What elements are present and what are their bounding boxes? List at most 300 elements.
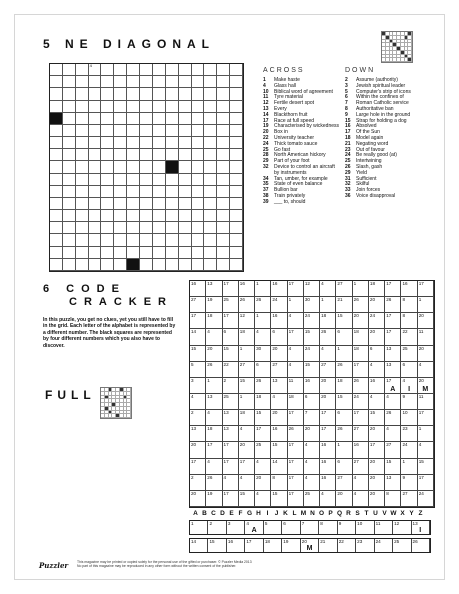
code-cell[interactable] [190,394,206,410]
code-cell[interactable] [304,442,320,458]
alphabet-letter[interactable]: T [364,510,369,517]
grid-cell[interactable] [179,259,192,271]
grid-cell[interactable] [166,101,179,113]
code-cell[interactable] [288,297,304,313]
grid-cell[interactable] [217,137,230,149]
grid-cell[interactable] [179,149,192,161]
code-cell[interactable] [336,426,352,442]
grid-cell[interactable] [114,101,127,113]
grid-cell[interactable] [230,137,243,149]
code-cell[interactable] [271,297,287,313]
code-cell[interactable] [353,346,369,362]
code-cell[interactable] [418,362,434,378]
code-cell[interactable] [223,297,239,313]
grid-cell[interactable] [140,101,153,113]
grid-cell[interactable] [179,137,192,149]
grid-cell[interactable] [166,259,179,271]
grid-cell[interactable] [63,88,76,100]
grid-cell[interactable] [114,64,127,76]
grid-cell[interactable] [114,174,127,186]
grid-cell[interactable] [76,259,89,271]
key-cell[interactable] [245,539,263,552]
code-cell[interactable] [206,491,222,507]
grid-cell[interactable] [140,174,153,186]
grid-cell[interactable] [140,137,153,149]
grid-cell[interactable] [166,64,179,76]
code-cell[interactable] [239,281,255,297]
code-cell[interactable] [369,346,385,362]
code-cell[interactable] [320,329,336,345]
key-cell[interactable] [375,521,393,534]
grid-cell[interactable] [217,149,230,161]
grid-cell[interactable] [166,198,179,210]
grid-cell[interactable] [140,259,153,271]
key-cell[interactable] [319,521,337,534]
code-cell[interactable] [385,394,401,410]
grid-cell[interactable] [166,113,179,125]
grid-cell[interactable] [63,247,76,259]
grid-cell[interactable] [63,125,76,137]
grid-cell[interactable] [230,198,243,210]
grid-cell[interactable] [166,125,179,137]
grid-cell[interactable] [192,198,205,210]
grid-cell[interactable] [217,210,230,222]
code-cell[interactable] [304,426,320,442]
code-cell[interactable] [288,362,304,378]
grid-cell[interactable] [230,88,243,100]
code-cell[interactable] [369,362,385,378]
code-cell[interactable] [239,346,255,362]
grid-cell[interactable] [76,186,89,198]
code-cell[interactable] [369,442,385,458]
grid-cell[interactable] [192,210,205,222]
grid-cell[interactable] [114,247,127,259]
grid-cell[interactable] [89,76,102,88]
grid-cell[interactable] [76,76,89,88]
grid-cell[interactable] [179,76,192,88]
grid-cell[interactable] [179,247,192,259]
code-cell[interactable] [304,491,320,507]
grid-cell[interactable] [140,234,153,246]
alphabet-letter[interactable]: W [390,510,397,517]
code-cell[interactable] [255,297,271,313]
grid-cell[interactable] [101,64,114,76]
grid-cell[interactable] [204,101,217,113]
code-cell[interactable] [401,378,417,394]
code-cell[interactable] [304,410,320,426]
alphabet-letter[interactable]: Y [409,510,414,517]
code-cell[interactable] [206,346,222,362]
grid-cell[interactable] [127,247,140,259]
key-cell[interactable] [282,539,300,552]
code-cell[interactable] [353,410,369,426]
grid-cell[interactable] [76,137,89,149]
grid-cell[interactable] [192,259,205,271]
grid-cell[interactable] [166,137,179,149]
code-cell[interactable] [401,442,417,458]
code-cell[interactable] [385,491,401,507]
code-cell[interactable] [320,313,336,329]
code-cell[interactable] [304,475,320,491]
key-cell[interactable] [412,539,430,552]
grid-cell[interactable] [204,210,217,222]
grid-cell[interactable] [76,101,89,113]
code-cell[interactable] [304,281,320,297]
grid-cell[interactable] [63,234,76,246]
key-cell[interactable] [301,539,319,552]
grid-cell[interactable] [101,88,114,100]
code-cell[interactable] [385,459,401,475]
code-cell[interactable] [369,378,385,394]
grid-cell[interactable] [204,247,217,259]
grid-cell[interactable] [166,88,179,100]
alphabet-letter[interactable]: P [328,510,333,517]
code-cell[interactable] [401,394,417,410]
grid-cell[interactable] [114,222,127,234]
code-cell[interactable] [320,410,336,426]
alphabet-letter[interactable]: Q [336,510,343,517]
code-cell[interactable] [271,329,287,345]
grid-cell[interactable] [89,125,102,137]
grid-cell[interactable] [230,186,243,198]
alphabet-letter[interactable]: J [274,510,279,517]
grid-cell[interactable] [204,259,217,271]
grid-cell[interactable] [166,76,179,88]
grid-cell[interactable] [230,247,243,259]
grid-cell[interactable] [89,174,102,186]
grid-cell[interactable] [230,101,243,113]
code-cell[interactable] [239,313,255,329]
key-cell[interactable] [338,521,356,534]
code-cell[interactable] [223,410,239,426]
key-cell[interactable] [375,539,393,552]
code-cell[interactable] [288,378,304,394]
grid-cell[interactable] [63,137,76,149]
alphabet-letter[interactable]: R [346,510,351,517]
alphabet-letter[interactable]: I [266,510,269,517]
grid-cell[interactable] [166,234,179,246]
grid-cell[interactable] [89,234,102,246]
alphabet-letter[interactable]: U [373,510,378,517]
code-cell[interactable] [288,475,304,491]
grid-cell[interactable] [76,64,89,76]
grid-cell[interactable] [179,198,192,210]
code-cell[interactable] [353,297,369,313]
code-cell[interactable] [401,475,417,491]
grid-cell[interactable] [204,186,217,198]
code-cell[interactable] [304,378,320,394]
code-cell[interactable] [320,362,336,378]
code-cell[interactable] [418,346,434,362]
code-cell[interactable] [190,281,206,297]
grid-cell[interactable] [179,88,192,100]
grid-cell[interactable] [179,101,192,113]
grid-cell[interactable] [230,64,243,76]
key-cell[interactable] [338,539,356,552]
grid-cell[interactable] [192,101,205,113]
grid-cell[interactable] [101,101,114,113]
code-cell[interactable] [239,459,255,475]
code-cell[interactable] [223,329,239,345]
grid-cell[interactable] [192,234,205,246]
grid-cell[interactable] [192,149,205,161]
code-cell[interactable] [320,475,336,491]
grid-cell[interactable] [101,149,114,161]
code-cell[interactable] [239,426,255,442]
grid-cell[interactable] [192,161,205,173]
key-cell[interactable] [190,521,208,534]
grid-cell[interactable] [63,101,76,113]
grid-cell[interactable] [114,76,127,88]
grid-cell[interactable] [153,174,166,186]
code-cell[interactable] [369,281,385,297]
grid-cell[interactable] [76,161,89,173]
grid-cell[interactable] [101,247,114,259]
grid-cell[interactable] [127,64,140,76]
grid-cell[interactable] [230,259,243,271]
grid-cell[interactable] [89,137,102,149]
code-cell[interactable] [239,410,255,426]
grid-cell[interactable] [217,198,230,210]
alphabet-letter[interactable]: F [238,510,243,517]
grid-cell[interactable] [153,247,166,259]
code-cell[interactable] [288,281,304,297]
grid-cell[interactable] [63,113,76,125]
grid-cell[interactable] [153,64,166,76]
grid-cell[interactable] [89,113,102,125]
code-cell[interactable] [190,297,206,313]
grid-cell[interactable] [50,76,63,88]
code-cell[interactable] [385,475,401,491]
key-cell[interactable] [227,521,245,534]
code-cell[interactable] [190,491,206,507]
grid-cell[interactable] [217,247,230,259]
code-cell[interactable] [353,475,369,491]
grid-cell[interactable] [179,186,192,198]
grid-cell[interactable] [204,88,217,100]
grid-cell[interactable] [192,137,205,149]
code-cell[interactable] [353,491,369,507]
code-cell[interactable] [271,362,287,378]
grid-cell[interactable] [204,198,217,210]
alphabet-letter[interactable]: C [211,510,216,517]
code-cell[interactable] [385,281,401,297]
grid-cell[interactable] [76,125,89,137]
grid-cell[interactable] [76,174,89,186]
grid-cell[interactable] [192,186,205,198]
grid-cell[interactable] [230,113,243,125]
code-cell[interactable] [288,329,304,345]
grid-cell[interactable] [192,113,205,125]
grid-cell[interactable] [140,64,153,76]
code-cell[interactable] [255,362,271,378]
alphabet-letter[interactable]: B [202,510,207,517]
grid-cell[interactable] [50,210,63,222]
code-cell[interactable] [206,362,222,378]
grid-cell[interactable] [50,125,63,137]
grid-cell[interactable] [204,234,217,246]
code-cell[interactable] [304,459,320,475]
grid-cell[interactable] [230,210,243,222]
grid-cell[interactable] [153,222,166,234]
code-cell[interactable] [288,346,304,362]
code-cell[interactable] [336,410,352,426]
alphabet-letter[interactable]: O [318,510,325,517]
grid-cell[interactable] [217,125,230,137]
key-cell[interactable] [264,539,282,552]
grid-cell[interactable] [217,234,230,246]
grid-cell[interactable] [127,113,140,125]
grid-cell[interactable] [217,101,230,113]
alphabet-letter[interactable]: M [300,510,307,517]
code-cell[interactable] [369,394,385,410]
code-cell[interactable] [239,491,255,507]
code-cell[interactable] [320,426,336,442]
grid-cell[interactable] [166,174,179,186]
key-cell[interactable] [319,539,337,552]
grid-cell[interactable] [50,137,63,149]
code-cell[interactable] [255,394,271,410]
alphabet-letter[interactable]: D [220,510,225,517]
code-cell[interactable] [304,346,320,362]
crossword-grid[interactable] [49,63,244,272]
grid-cell[interactable] [140,125,153,137]
grid-cell[interactable] [50,247,63,259]
code-cell[interactable] [223,346,239,362]
code-cell[interactable] [418,459,434,475]
grid-cell[interactable] [89,259,102,271]
key-cell[interactable] [190,539,208,552]
grid-cell[interactable] [50,101,63,113]
grid-cell[interactable] [127,234,140,246]
code-cell[interactable] [353,281,369,297]
code-cell[interactable] [255,426,271,442]
grid-cell[interactable] [89,210,102,222]
grid-cell[interactable] [140,247,153,259]
grid-cell[interactable] [63,259,76,271]
code-cell[interactable] [320,346,336,362]
code-cell[interactable] [190,475,206,491]
code-cell[interactable] [320,297,336,313]
grid-cell[interactable] [101,125,114,137]
key-cell[interactable] [208,539,226,552]
code-cell[interactable] [206,426,222,442]
grid-cell[interactable] [89,198,102,210]
code-cell[interactable] [353,313,369,329]
grid-cell[interactable] [166,222,179,234]
code-cell[interactable] [206,410,222,426]
grid-cell[interactable] [179,64,192,76]
code-cell[interactable] [206,329,222,345]
code-cell[interactable] [369,410,385,426]
code-cell[interactable] [369,313,385,329]
grid-cell[interactable] [101,222,114,234]
grid-cell[interactable] [140,186,153,198]
code-cell[interactable] [239,297,255,313]
grid-cell[interactable] [179,210,192,222]
grid-cell[interactable] [101,234,114,246]
code-cell[interactable] [369,491,385,507]
code-cell[interactable] [255,459,271,475]
grid-cell[interactable] [204,64,217,76]
code-cell[interactable] [271,378,287,394]
code-cell[interactable] [206,297,222,313]
grid-cell[interactable] [114,137,127,149]
grid-cell[interactable] [140,222,153,234]
code-cell[interactable] [336,491,352,507]
code-cell[interactable] [304,297,320,313]
code-cell[interactable] [190,313,206,329]
grid-cell[interactable] [166,186,179,198]
grid-cell[interactable] [204,161,217,173]
grid-cell[interactable] [204,174,217,186]
code-cell[interactable] [190,362,206,378]
grid-cell[interactable] [127,161,140,173]
code-cell[interactable] [401,297,417,313]
code-cell[interactable] [255,475,271,491]
grid-cell[interactable] [153,101,166,113]
grid-cell[interactable] [217,174,230,186]
grid-cell[interactable] [230,125,243,137]
key-cell[interactable] [393,539,411,552]
grid-cell[interactable] [101,174,114,186]
grid-cell[interactable] [217,76,230,88]
code-cell[interactable] [336,297,352,313]
code-cell[interactable] [418,491,434,507]
code-cell[interactable] [206,442,222,458]
code-cell[interactable] [401,491,417,507]
grid-cell[interactable] [76,198,89,210]
code-cell[interactable] [369,329,385,345]
grid-cell[interactable] [192,247,205,259]
grid-cell[interactable] [204,113,217,125]
code-cell[interactable] [401,329,417,345]
grid-cell[interactable] [179,234,192,246]
code-cell[interactable] [401,362,417,378]
code-cell[interactable] [369,426,385,442]
grid-cell[interactable] [127,88,140,100]
code-cell[interactable] [239,442,255,458]
grid-cell[interactable] [140,88,153,100]
key-row-1[interactable] [189,520,431,535]
grid-cell[interactable] [153,198,166,210]
grid-cell[interactable] [230,161,243,173]
grid-cell[interactable] [89,101,102,113]
grid-cell[interactable] [63,161,76,173]
grid-cell[interactable] [127,210,140,222]
grid-cell[interactable] [166,247,179,259]
code-cell[interactable] [190,346,206,362]
code-cell[interactable] [336,378,352,394]
grid-cell[interactable] [166,210,179,222]
code-cell[interactable] [320,394,336,410]
code-cell[interactable] [304,329,320,345]
grid-cell[interactable] [89,149,102,161]
grid-cell[interactable] [192,125,205,137]
code-cell[interactable] [255,491,271,507]
code-cell[interactable] [239,329,255,345]
grid-cell[interactable] [204,222,217,234]
code-cell[interactable] [271,475,287,491]
grid-cell[interactable] [153,161,166,173]
key-cell[interactable] [301,521,319,534]
code-cell[interactable] [255,329,271,345]
code-cell[interactable] [190,459,206,475]
key-cell[interactable] [282,521,300,534]
code-cell[interactable] [418,475,434,491]
code-cell[interactable] [288,426,304,442]
grid-cell[interactable] [217,64,230,76]
